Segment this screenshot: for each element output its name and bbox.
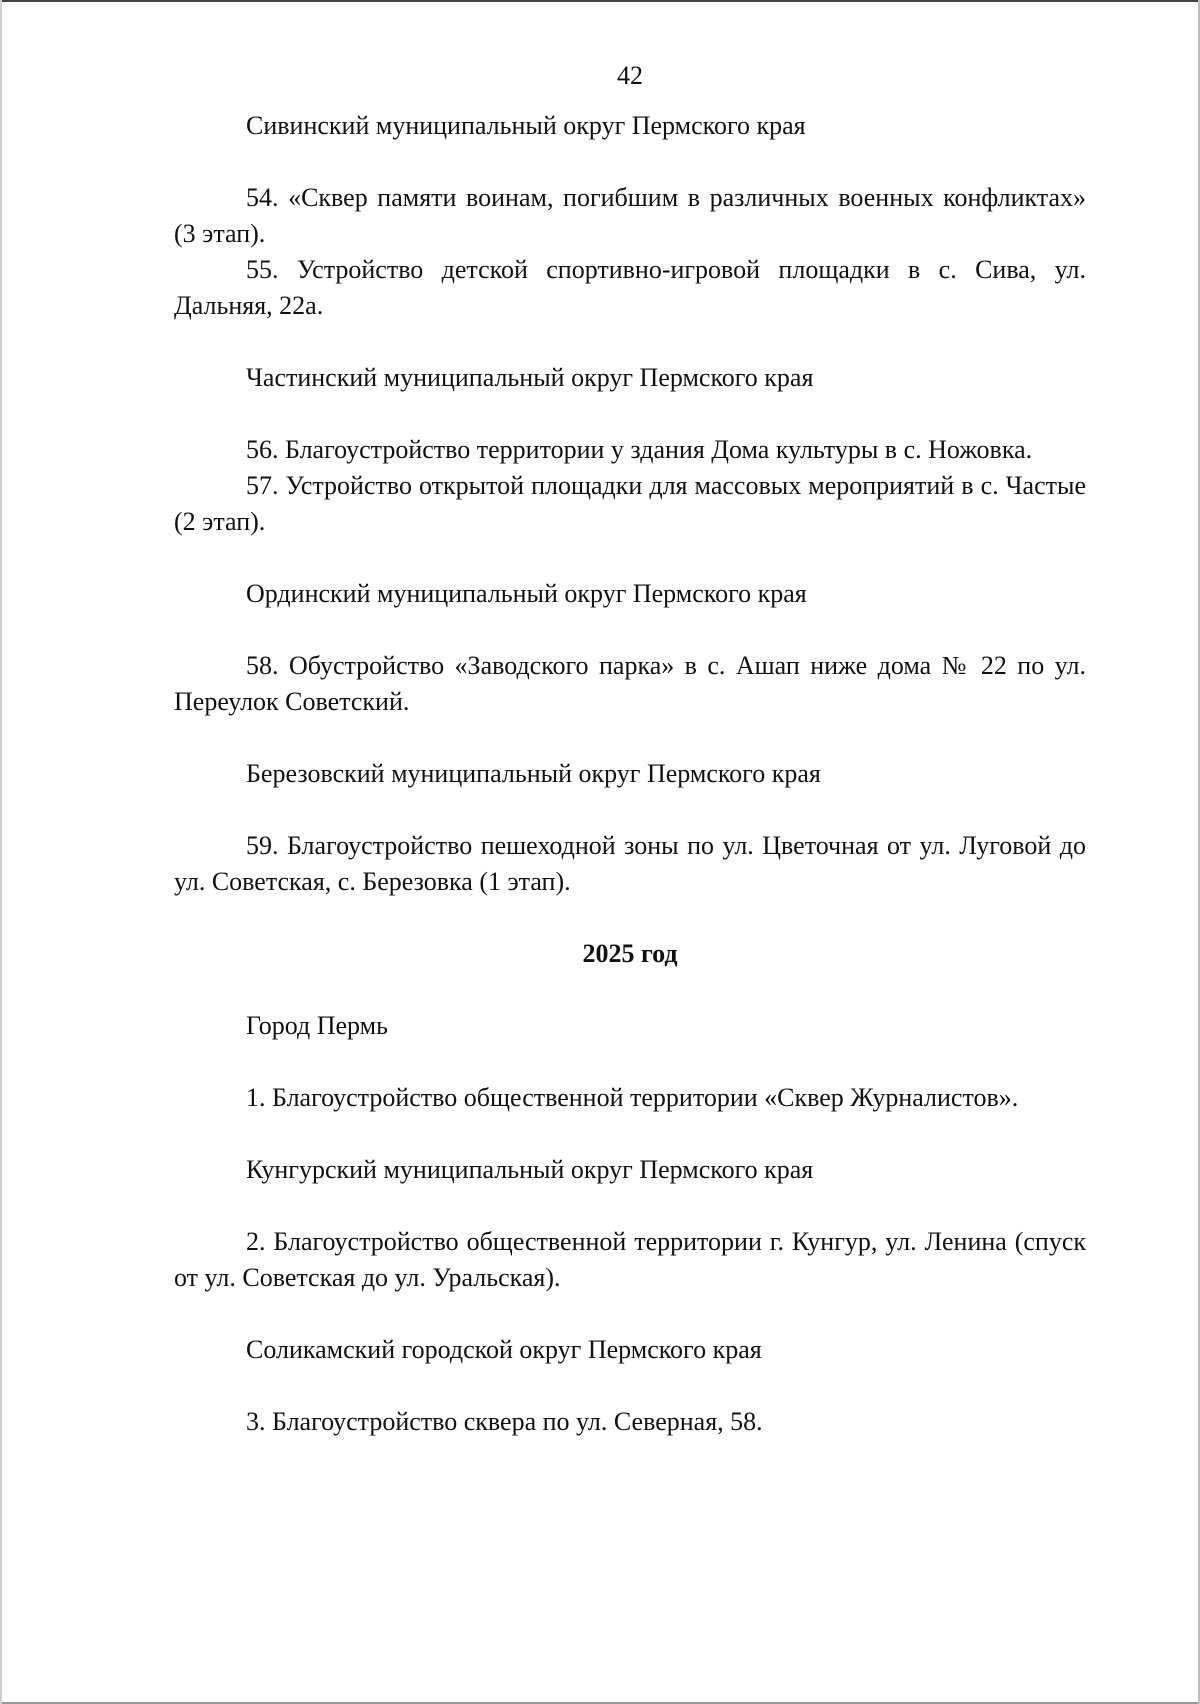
section-heading-orda: Ординский муниципальный округ Пермского края <box>246 579 807 608</box>
list-item-57: 57. Устройство открытой площадки для массовых мероприятий в с. Частые (2 этап). <box>174 471 1086 536</box>
section-heading-perm: Город Пермь <box>246 1011 388 1040</box>
list-item-56: 56. Благоустройство территории у здания Дома культуры в с. Ножовка. <box>246 435 1033 464</box>
section-heading-siva: Сивинский муниципальный округ Пермского края <box>246 111 806 140</box>
list-item-59: 59. Благоустройство пешеходной зоны по ул. Цветочная от ул. Луговой до ул. Советская, с. Березовка (1 этап). <box>174 831 1086 896</box>
scan-edge-top <box>0 0 1200 2</box>
list-item-55: 55. Устройство детской спортивно-игровой площадки в с. Сива, ул. Дальняя, 22а. <box>174 255 1086 320</box>
list-item-3: 3. Благоустройство сквера по ул. Северная, 58. <box>246 1407 763 1436</box>
section-heading-kungur: Кунгурский муниципальный округ Пермского края <box>246 1155 814 1184</box>
section-heading-berezovka: Березовский муниципальный округ Пермского края <box>246 759 821 788</box>
list-item-54: 54. «Сквер памяти воинам, погибшим в различных военных конфликтах» (3 этап). <box>174 183 1086 248</box>
page-number: 42 <box>617 61 643 90</box>
list-item-1: 1. Благоустройство общественной территории «Сквер Журналистов». <box>246 1083 1019 1112</box>
section-heading-chastye: Частинский муниципальный округ Пермского края <box>246 363 814 392</box>
scan-edge-left <box>0 0 2 1704</box>
section-heading-solikamsk: Соликамский городской округ Пермского края <box>246 1335 762 1364</box>
document-body <box>174 58 1086 1440</box>
list-item-2: 2. Благоустройство общественной территории г. Кунгур, ул. Ленина (спуск от ул. Советская до ул. Уральская). <box>174 1227 1086 1292</box>
list-item-58: 58. Обустройство «Заводского парка» в с. Ашап ниже дома № 22 по ул. Переулок Советский. <box>174 651 1086 716</box>
year-heading-2025: 2025 год <box>582 939 678 968</box>
